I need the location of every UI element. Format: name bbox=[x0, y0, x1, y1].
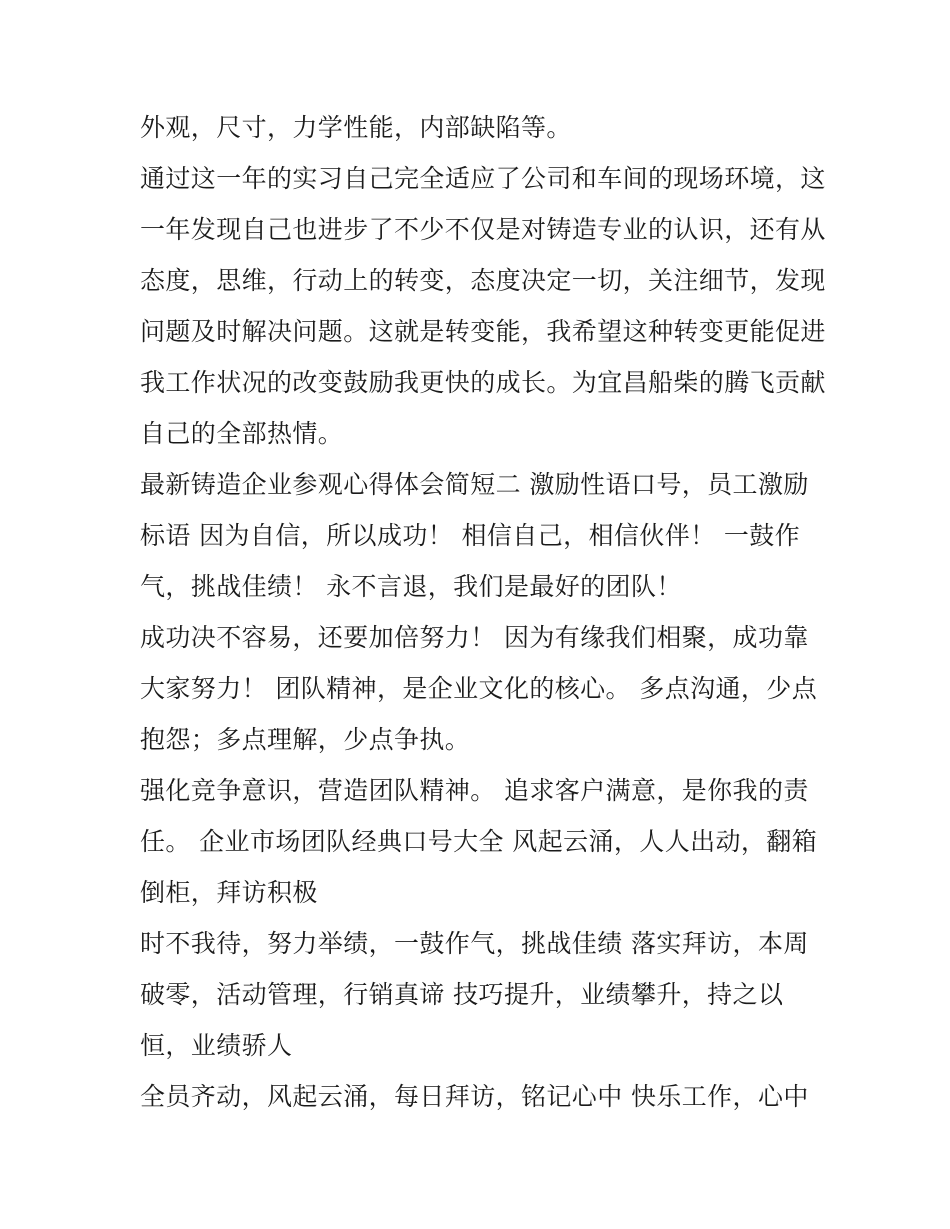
text-line: 外观，尺寸，力学性能，内部缺陷等。 bbox=[140, 113, 572, 142]
text-line: 全员齐动，风起云涌，每日拜访，铭记心中 快乐工作，心中 bbox=[140, 1082, 809, 1111]
text-line: 态度，思维，行动上的转变，态度决定一切，关注细节，发现 bbox=[140, 266, 826, 295]
text-line: 我工作状况的改变鼓励我更快的成长。为宜昌船柴的腾飞贡献 bbox=[140, 368, 826, 397]
text-line: 大家努力！ 团队精神，是企业文化的核心。 多点沟通，少点 bbox=[140, 674, 818, 703]
text-line: 最新铸造企业参观心得体会简短二 激励性语口号，员工激励 bbox=[140, 470, 809, 499]
text-line: 恒，业绩骄人 bbox=[140, 1031, 293, 1060]
text-line: 通过这一年的实习自己完全适应了公司和车间的现场环境，这 bbox=[140, 164, 826, 193]
text-line: 自己的全部热情。 bbox=[140, 419, 344, 448]
text-line: 气，挑战佳绩！ 永不言退，我们是最好的团队！ bbox=[140, 572, 682, 601]
text-line: 强化竞争意识，营造团队精神。 追求客户满意，是你我的责 bbox=[140, 776, 809, 805]
text-line: 破零，活动管理，行销真谛 技巧提升，业绩攀升，持之以 bbox=[140, 980, 784, 1009]
text-line: 标语 因为自信，所以成功！ 相信自己，相信伙伴！ 一鼓作 bbox=[140, 521, 801, 550]
text-line: 抱怨；多点理解，少点争执。 bbox=[140, 725, 471, 754]
document-body bbox=[140, 108, 826, 1128]
text-line: 任。 企业市场团队经典口号大全 风起云涌，人人出动，翻箱 bbox=[140, 827, 818, 856]
text-line: 时不我待，努力举绩，一鼓作气，挑战佳绩 落实拜访，本周 bbox=[140, 929, 809, 958]
text-line: 倒柜，拜访积极 bbox=[140, 878, 318, 907]
text-line: 一年发现自己也进步了不少不仅是对铸造专业的认识，还有从 bbox=[140, 215, 826, 244]
text-line: 问题及时解决问题。这就是转变能，我希望这种转变更能促进 bbox=[140, 317, 826, 346]
text-line: 成功决不容易，还要加倍努力！ 因为有缘我们相聚，成功靠 bbox=[140, 623, 809, 652]
